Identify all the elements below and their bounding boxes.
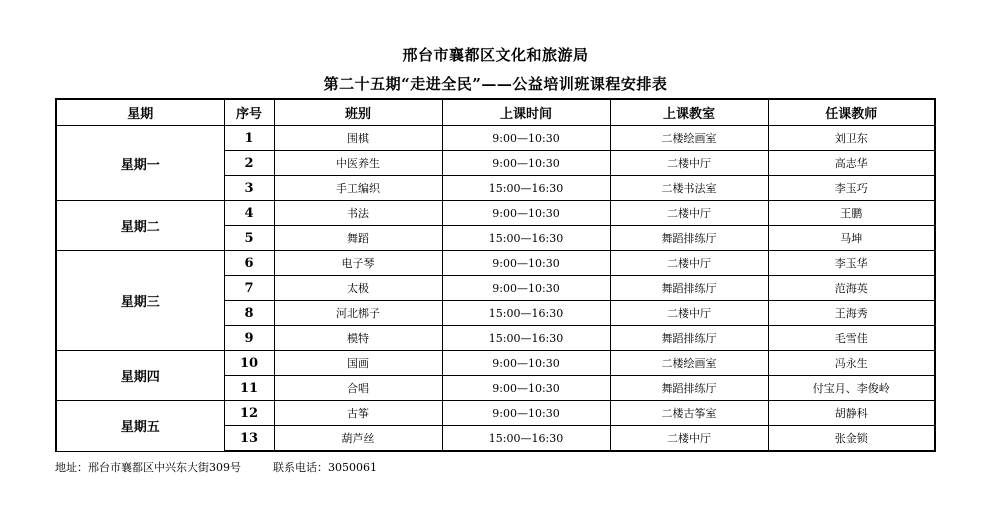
number-cell: 4: [224, 201, 274, 226]
footer-phone: 联系电话：3050061: [273, 461, 377, 474]
time-cell: 9:00—10:30: [442, 151, 610, 176]
header-room: 上课教室: [610, 99, 768, 126]
time-cell: 9:00—10:30: [442, 251, 610, 276]
table-row: [56, 201, 935, 226]
teacher-cell: 付宝月、李俊岭: [768, 376, 935, 401]
table-title: 第二十五期“走进全民”——公益培训班课程安排表: [323, 75, 668, 93]
header-class: 班别: [274, 99, 442, 126]
teacher-cell: 张金锁: [768, 426, 935, 452]
class-cell: 太极: [274, 276, 442, 301]
day-cell: 星期五: [56, 401, 224, 452]
table-row: [56, 401, 935, 426]
day-cell: 星期四: [56, 351, 224, 401]
room-cell: 舞蹈排练厅: [610, 226, 768, 251]
teacher-cell: 范海英: [768, 276, 935, 301]
class-cell: 中医养生: [274, 151, 442, 176]
class-cell: 模特: [274, 326, 442, 351]
teacher-cell: 马坤: [768, 226, 935, 251]
class-cell: 书法: [274, 201, 442, 226]
number-cell: 9: [224, 326, 274, 351]
number-cell: 8: [224, 301, 274, 326]
number-cell: 5: [224, 226, 274, 251]
room-cell: 二楼古筝室: [610, 401, 768, 426]
room-cell: 二楼中厅: [610, 426, 768, 452]
class-cell: 葫芦丝: [274, 426, 442, 452]
number-cell: 11: [224, 376, 274, 401]
time-cell: 9:00—10:30: [442, 351, 610, 376]
room-cell: 二楼绘画室: [610, 126, 768, 151]
teacher-cell: 王海秀: [768, 301, 935, 326]
footer: [55, 459, 377, 475]
table-row: [56, 351, 935, 376]
room-cell: 舞蹈排练厅: [610, 276, 768, 301]
table-header-row: [56, 99, 935, 126]
teacher-cell: 李玉华: [768, 251, 935, 276]
time-cell: 9:00—10:30: [442, 126, 610, 151]
header-teacher: 任课教师: [768, 99, 935, 126]
table-row: [56, 126, 935, 151]
room-cell: 二楼中厅: [610, 151, 768, 176]
class-cell: 河北梆子: [274, 301, 442, 326]
teacher-cell: 高志华: [768, 151, 935, 176]
class-cell: 围棋: [274, 126, 442, 151]
schedule-table: [55, 98, 936, 452]
teacher-cell: 王鹏: [768, 201, 935, 226]
class-cell: 手工编织: [274, 176, 442, 201]
time-cell: 9:00—10:30: [442, 401, 610, 426]
time-cell: 9:00—10:30: [442, 201, 610, 226]
day-cell: 星期二: [56, 201, 224, 251]
number-cell: 6: [224, 251, 274, 276]
header-day: 星期: [56, 99, 224, 126]
time-cell: 9:00—10:30: [442, 276, 610, 301]
class-cell: 舞蹈: [274, 226, 442, 251]
day-cell: 星期一: [56, 126, 224, 201]
number-cell: 13: [224, 426, 274, 452]
teacher-cell: 胡静科: [768, 401, 935, 426]
class-cell: 电子琴: [274, 251, 442, 276]
time-cell: 15:00—16:30: [442, 426, 610, 452]
number-cell: 1: [224, 126, 274, 151]
table-body: [56, 126, 935, 452]
number-cell: 12: [224, 401, 274, 426]
teacher-cell: 冯永生: [768, 351, 935, 376]
number-cell: 3: [224, 176, 274, 201]
room-cell: 舞蹈排练厅: [610, 376, 768, 401]
number-cell: 7: [224, 276, 274, 301]
time-cell: 15:00—16:30: [442, 226, 610, 251]
teacher-cell: 李玉巧: [768, 176, 935, 201]
number-cell: 2: [224, 151, 274, 176]
table-row: [56, 251, 935, 276]
class-cell: 国画: [274, 351, 442, 376]
number-cell: 10: [224, 351, 274, 376]
footer-address: 地址：邢台市襄都区中兴东大街309号: [55, 461, 241, 474]
class-cell: 合唱: [274, 376, 442, 401]
header-time: 上课时间: [442, 99, 610, 126]
room-cell: 二楼绘画室: [610, 351, 768, 376]
time-cell: 15:00—16:30: [442, 301, 610, 326]
class-cell: 古筝: [274, 401, 442, 426]
teacher-cell: 刘卫东: [768, 126, 935, 151]
time-cell: 9:00—10:30: [442, 376, 610, 401]
header-no: 序号: [224, 99, 274, 126]
room-cell: 二楼中厅: [610, 201, 768, 226]
time-cell: 15:00—16:30: [442, 176, 610, 201]
room-cell: 舞蹈排练厅: [610, 326, 768, 351]
room-cell: 二楼中厅: [610, 301, 768, 326]
time-cell: 15:00—16:30: [442, 326, 610, 351]
room-cell: 二楼中厅: [610, 251, 768, 276]
document-title: 邢台市襄都区文化和旅游局: [402, 46, 589, 64]
day-cell: 星期三: [56, 251, 224, 351]
teacher-cell: 毛雪佳: [768, 326, 935, 351]
room-cell: 二楼书法室: [610, 176, 768, 201]
